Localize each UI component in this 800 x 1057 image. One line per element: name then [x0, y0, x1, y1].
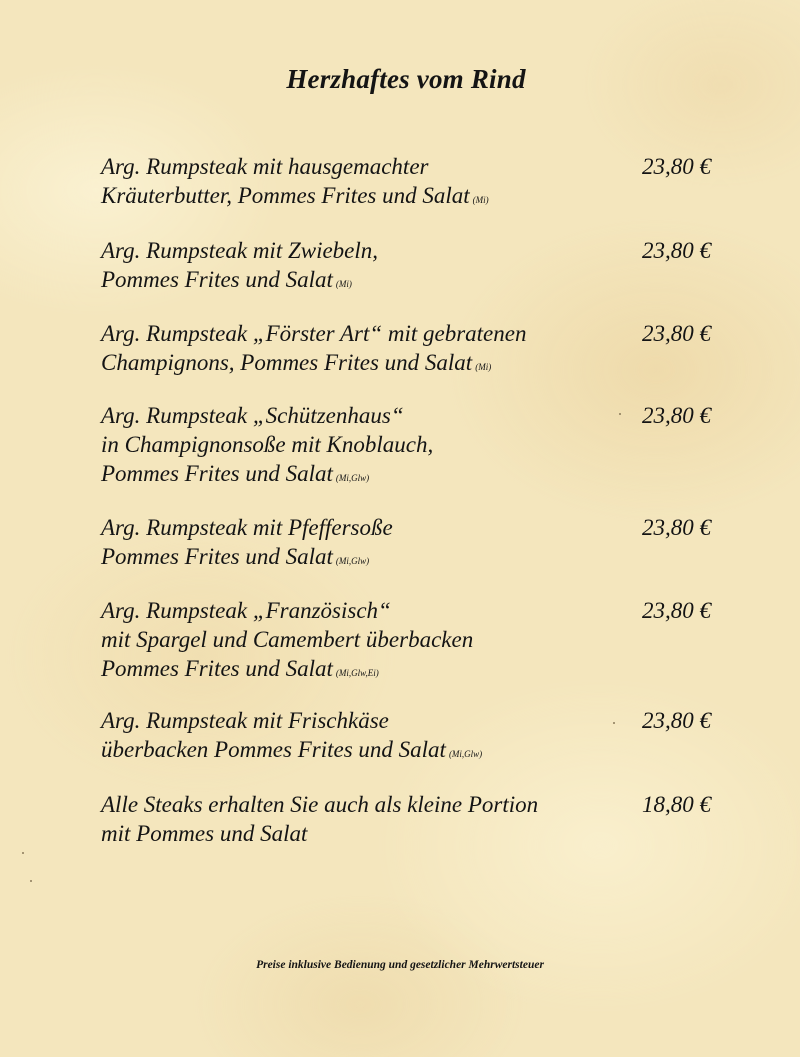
allergen-note: (Mi) — [475, 362, 492, 372]
item-line: Arg. Rumpsteak „Schützenhaus“ — [101, 403, 404, 428]
item-line — [101, 735, 621, 769]
paper-speck — [30, 880, 32, 882]
item-description — [101, 596, 621, 688]
item-line: mit Pommes und Salat — [101, 821, 308, 846]
footer-note: Preise inklusive Bedienung und gesetzlicher Mehrwertsteuer — [256, 959, 544, 971]
item-price: 23,80 € — [642, 238, 711, 263]
item-price: 23,80 € — [642, 321, 711, 346]
item-line: Arg. Rumpsteak mit Zwiebeln, — [101, 238, 379, 263]
item-description — [101, 319, 621, 382]
item-line: Alle Steaks erhalten Sie auch als kleine Portion — [101, 792, 539, 817]
item-price: 18,80 € — [642, 792, 711, 817]
paper-speck — [613, 722, 615, 724]
item-line: Arg. Rumpsteak „Förster Art“ mit gebratenen — [101, 321, 527, 346]
item-description — [101, 790, 621, 848]
item-description — [101, 513, 621, 576]
allergen-note: (Mi,Glw) — [335, 556, 370, 566]
paper-speck — [22, 852, 24, 854]
item-line-text: Pommes Frites und Salat — [101, 656, 333, 681]
item-line: Arg. Rumpsteak mit Frischkäse — [101, 708, 389, 733]
allergen-note: (Mi,Glw) — [448, 749, 483, 759]
item-line-text: Pommes Frites und Salat — [101, 267, 333, 292]
item-line: Arg. Rumpsteak mit Pfeffersoße — [101, 515, 393, 540]
item-description — [101, 236, 621, 299]
item-line-text: Kräuterbutter, Pommes Frites und Salat — [101, 183, 470, 208]
item-line-text: Pommes Frites und Salat — [101, 544, 333, 569]
item-line — [101, 542, 621, 576]
item-line — [101, 181, 621, 215]
item-line: mit Spargel und Camembert überbacken — [101, 627, 474, 652]
item-line-text: Champignons, Pommes Frites und Salat — [101, 350, 473, 375]
allergen-note: (Mi,Glw) — [335, 473, 370, 483]
item-line: Arg. Rumpsteak mit hausgemachter — [101, 154, 429, 179]
item-price: 23,80 € — [642, 708, 711, 733]
page-title: Herzhaftes vom Rind — [286, 64, 526, 94]
item-line — [101, 459, 621, 493]
item-price: 23,80 € — [642, 598, 711, 623]
item-price: 23,80 € — [642, 403, 711, 428]
item-description — [101, 152, 621, 215]
item-line-text: überbacken Pommes Frites und Salat — [101, 737, 446, 762]
item-line: Arg. Rumpsteak „Französisch“ — [101, 598, 391, 623]
allergen-note: (Mi) — [472, 195, 489, 205]
item-line-text: Pommes Frites und Salat — [101, 461, 333, 486]
item-price: 23,80 € — [642, 515, 711, 540]
item-line — [101, 265, 621, 299]
item-description — [101, 706, 621, 769]
item-line — [101, 348, 621, 382]
paper-speck — [619, 413, 621, 415]
item-price: 23,80 € — [642, 154, 711, 179]
item-line: in Champignonsoße mit Knoblauch, — [101, 432, 434, 457]
item-description — [101, 401, 621, 493]
item-line — [101, 654, 621, 688]
allergen-note: (Mi) — [335, 279, 352, 289]
allergen-note: (Mi,Glw,Ei) — [335, 668, 379, 678]
